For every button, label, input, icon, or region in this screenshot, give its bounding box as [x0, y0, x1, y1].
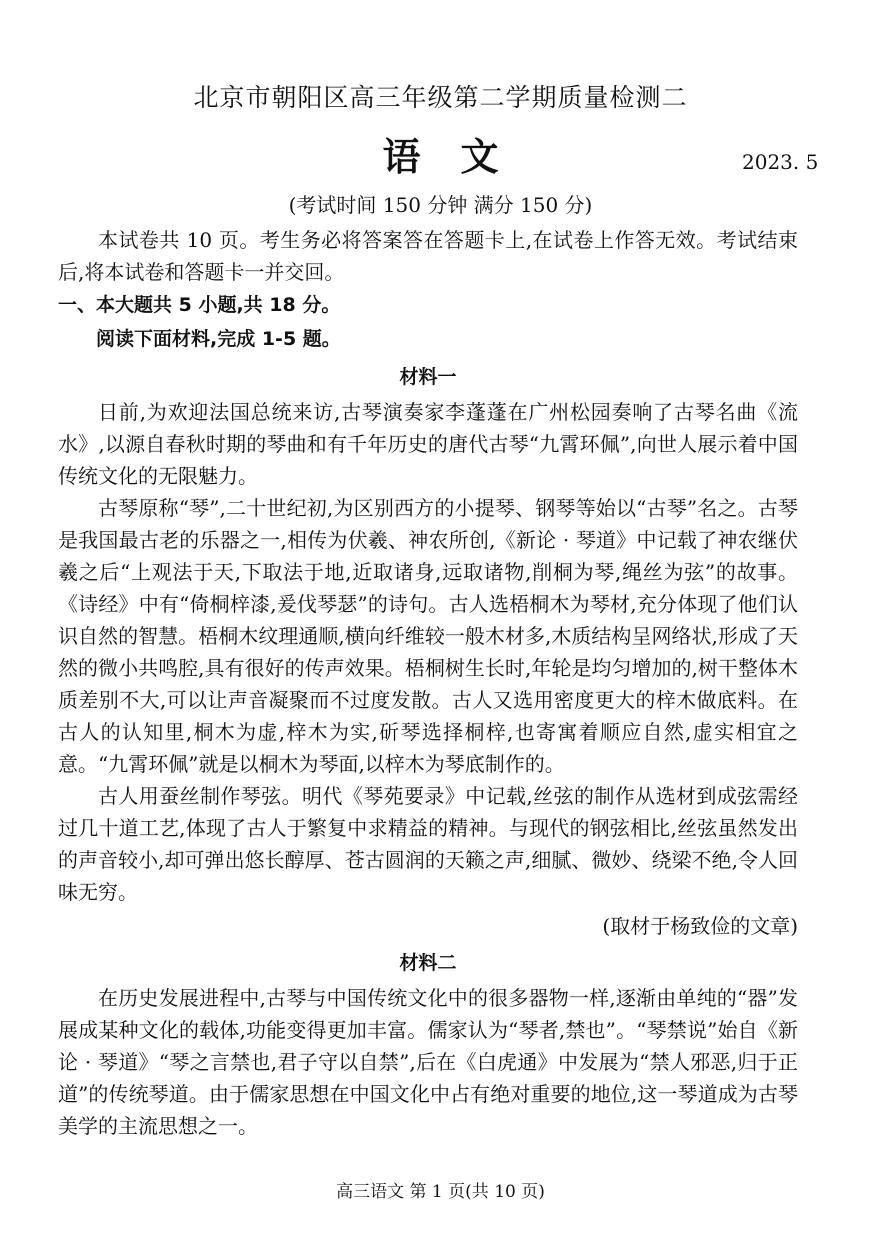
exam-title: 北京市朝阳区高三年级第二学期质量检测二	[193, 83, 688, 112]
material-2-title: 材料二	[399, 952, 457, 974]
page-footer: 高三语文 第 1 页(共 10 页)	[336, 1182, 545, 1202]
section-prompt: 阅读下面材料,完成 1-5 题。	[96, 328, 341, 350]
material-1-title: 材料一	[399, 366, 457, 388]
time-limit: (考试时间 150 分钟 满分 150 分)	[288, 193, 593, 217]
exam-body	[58, 224, 798, 1142]
section-heading: 一、本大题共 5 小题,共 18 分。	[58, 294, 341, 316]
instructions: 本试卷共 10 页。考生务必将答案答在答题卡上,在试卷上作答无效。考试结束后,将本试卷和答题卡一并交回。	[58, 228, 798, 284]
material-1-paragraph: 古琴原称“琴”,二十世纪初,为区别西方的小提琴、钢琴等始以“古琴”名之。古琴是我国最古老的乐器之一,相传为伏羲、神农所创,《新论 · 琴道》中记载了神农继伏羲之后“上观法于天,下取法于地,近取诸身,远取诸物,削桐为琴,绳丝为弦”的故事。《诗经》中有“倚桐梓漆,爰伐琴瑟”的诗句。古人选梧桐木为琴材,充分体现了他们认识自然的智慧。梧桐木纹理通顺,横向纤维较一般木材多,木质结构呈网络状,形成了天然的微小共鸣腔,具有很好的传声效果。梧桐树生长时,年轮是均匀增加的,树干整体木质差别不大,可以让声音凝聚而不过度发散。古人又选用密度更大的梓木做底料。在古人的认知里,桐木为虚,梓木为实,斫琴选择桐梓,也寄寓着顺应自然,虚实相宜之意。“九霄环佩”就是以桐木为琴面,以梓木为琴底制作的。	[58, 496, 798, 776]
exam-date: 2023. 5	[742, 150, 819, 174]
material-1-paragraph: 日前,为欢迎法国总统来访,古琴演奏家李蓬蓬在广州松园奏响了古琴名曲《流水》,以源自春秋时期的琴曲和有千年历史的唐代古琴“九霄环佩”,向世人展示着中国传统文化的无限魅力。	[58, 400, 798, 488]
subject-title: 语文	[382, 134, 539, 179]
material-1-source: (取材于杨致俭的文章)	[602, 914, 798, 938]
material-1-paragraph: 古人用蚕丝制作琴弦。明代《琴苑要录》中记载,丝弦的制作从选材到成弦需经过几十道工艺,体现了古人于繁复中求精益的精神。与现代的钢弦相比,丝弦虽然发出的声音较小,却可弹出悠长醇厚、苍古圆润的天籁之声,细腻、微妙、绕梁不绝,令人回味无穷。	[58, 784, 798, 904]
material-2-paragraph: 在历史发展进程中,古琴与中国传统文化中的很多器物一样,逐渐由单纯的“器”发展成某种文化的载体,功能变得更加丰富。儒家认为“琴者,禁也”。“琴禁说”始自《新论 · 琴道》“琴之言禁也,君子守以自禁”,后在《白虎通》中发展为“禁人邪恶,归于正道”的传统琴道。由于儒家思想在中国文化中占有绝对重要的地位,这一琴道成为古琴美学的主流思想之一。	[58, 986, 798, 1138]
